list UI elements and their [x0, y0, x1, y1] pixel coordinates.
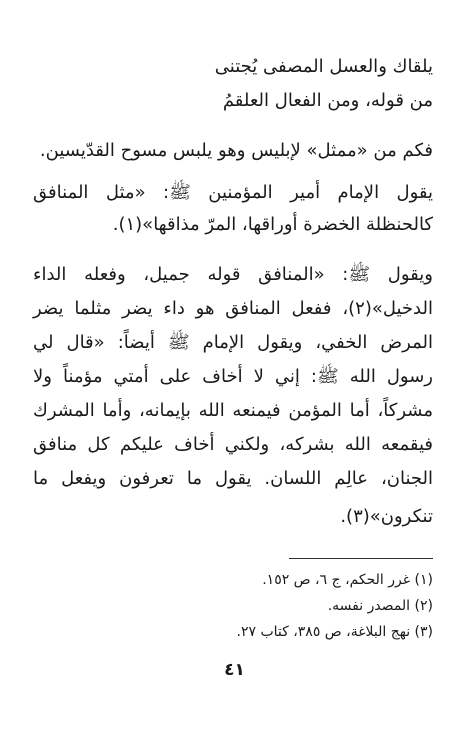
footnote-2: (٢) المصدر نفسه. — [327, 598, 433, 614]
paragraph-2-line-2: كالحنظلة الخضرة أوراقها، المرّ مذاقها»(١). — [112, 214, 433, 235]
paragraph-3-line-1: ويقول ﷺ: «المنافق قوله جميل، وفعله الداء — [33, 264, 433, 285]
paragraph-3-line-7: الجنان، عالِم اللسان. يقول ما تعرفون ويفعل ما — [33, 468, 433, 489]
footnote-1: (١) غرر الحكم، ج ٦، ص ١٥٢. — [262, 572, 433, 588]
paragraph-3-line-6: فيقمعه الله بشركه، ولكني أخاف عليكم كل منافق — [33, 434, 433, 455]
paragraph-3-line-3: المرض الخفي، ويقول الإمام ﷺ أيضاً: «قال لي — [33, 332, 433, 353]
paragraph-3-line-8: تنكرون»(٣). — [340, 506, 433, 527]
paragraph-3-line-5: مشركاً، أما المؤمن فيمنعه الله بإيمانه، وأما المشرك — [33, 400, 433, 421]
paragraph-2-line-1: يقول الإمام أمير المؤمنين ﷺ: «مثل المنافق — [33, 182, 433, 203]
poem-line-1: يلقاك والعسل المصفى يُجتنى — [214, 56, 433, 77]
paragraph-1-line-1: فكم من «ممثل» لإبليس وهو يلبس مسوح القدّيسين. — [39, 140, 433, 161]
paragraph-3-line-2: الدخيل»(٢)، ففعل المنافق هو داء يضر مثلما يضر — [33, 298, 433, 319]
footnote-separator — [289, 558, 433, 559]
poem-line-2: من قوله، ومن الفعال العلقمُ — [222, 90, 433, 111]
footnote-3: (٣) نهج البلاغة، ص ٣٨٥، كتاب ٢٧. — [236, 624, 433, 640]
paragraph-3-line-4: رسول الله ﷺ: إني لا أخاف على أمتي مؤمناً ولا — [33, 366, 433, 387]
page-number: ٤١ — [224, 660, 245, 680]
